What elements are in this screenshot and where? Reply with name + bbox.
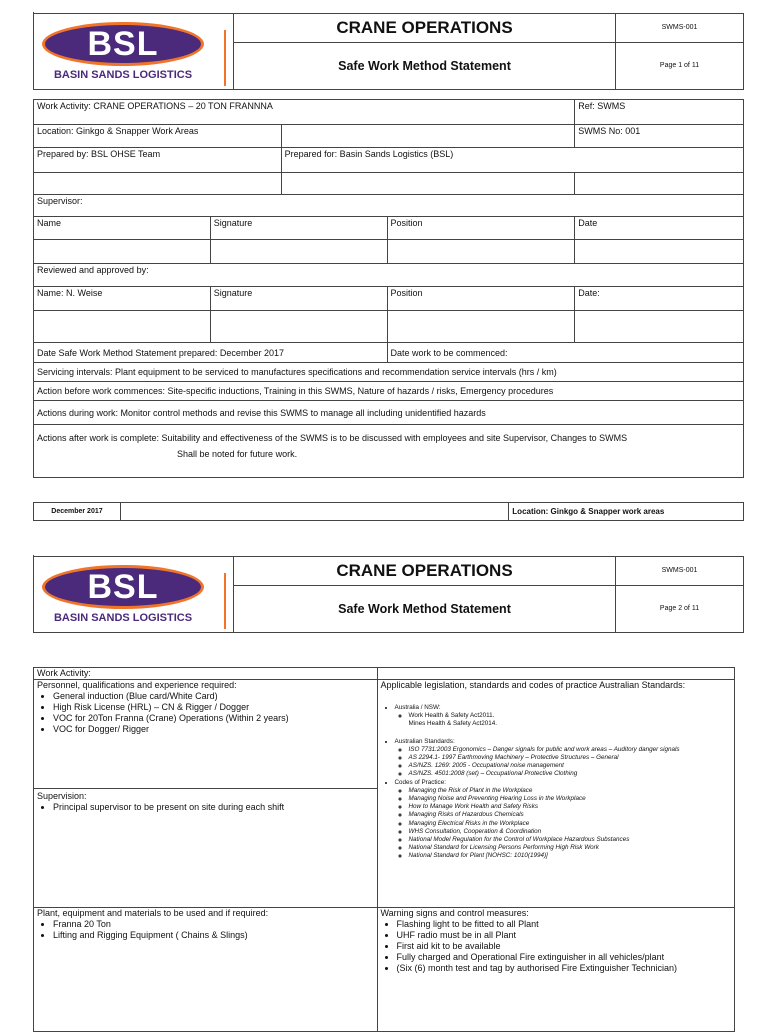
actions-after-work-text-2: Shall be noted for future work. bbox=[177, 449, 298, 459]
location-cell: Location: Ginkgo & Snapper Work Areas bbox=[34, 125, 282, 148]
list-item: • Lifting and Rigging Equipment ( Chains & Slings) bbox=[53, 930, 374, 941]
legislation-cell bbox=[377, 680, 735, 908]
plant-heading: Plant, equipment and materials to be used and if required: bbox=[37, 908, 269, 918]
bsl-logo bbox=[40, 563, 210, 629]
document-subtitle: Safe Work Method Statement bbox=[234, 43, 616, 89]
blank-cell bbox=[575, 173, 744, 195]
work-activity-label: Work Activity: bbox=[34, 668, 378, 680]
list-item: ◦ Work Health & Safety Act2011. bbox=[409, 712, 732, 720]
footer-date: December 2017 bbox=[34, 503, 121, 521]
list-item: • Principal supervisor to be present on site during each shift bbox=[53, 802, 374, 813]
location-blank-cell bbox=[281, 125, 575, 148]
supervision-list bbox=[37, 802, 374, 813]
prepared-for-cell: Prepared for: Basin Sands Logistics (BSL) bbox=[281, 148, 743, 173]
plant-list bbox=[37, 919, 374, 941]
work-activity-cell: Work Activity: CRANE OPERATIONS – 20 TON FRANNNA bbox=[34, 100, 575, 125]
blank-cell bbox=[377, 668, 735, 680]
date-commenced-cell: Date work to be commenced: bbox=[387, 343, 744, 363]
list-item: • Fully charged and Operational Fire extinguisher in all vehicles/plant bbox=[397, 952, 732, 963]
reviewer-date-header: Date: bbox=[575, 287, 744, 311]
list-item: ◦ AS/NZS. 1269: 2005 - Occupational noise management bbox=[409, 762, 732, 770]
list-item: ◦ National Model Regulation for the Control of Workplace Hazardous Substances bbox=[409, 836, 732, 844]
list-item: ◦ National Standard for Licensing Persons Performing High Risk Work bbox=[409, 844, 732, 852]
ref-cell: Ref: SWMS bbox=[575, 100, 744, 125]
servicing-intervals-cell: Servicing intervals: Plant equipment to be serviced to manufactures specifications and recommendation service intervals (hrs / km) bbox=[34, 363, 744, 382]
page1-header bbox=[33, 13, 744, 90]
page1-footer bbox=[33, 502, 744, 521]
codes-heading: Codes of Practice: bbox=[394, 778, 446, 786]
supervisor-position-header: Position bbox=[387, 217, 575, 240]
swms-form-table bbox=[33, 99, 744, 478]
list-item: • (Six (6) month test and tag by authorised Fire Extinguisher Technician) bbox=[397, 963, 732, 974]
list-item: • General induction (Blue card/White Card) bbox=[53, 691, 374, 702]
logo-company-name: BASIN SANDS LOGISTICS bbox=[53, 69, 193, 81]
list-item: • VOC for Dogger/ Rigger bbox=[53, 724, 374, 735]
document-title: CRANE OPERATIONS bbox=[234, 14, 616, 43]
list-item: ◦ Managing the Risk of Plant in the Workplace bbox=[409, 787, 732, 795]
supervisor-date-header: Date bbox=[575, 217, 744, 240]
personnel-supervision-cell bbox=[34, 680, 378, 908]
warning-list bbox=[381, 919, 732, 974]
supervisor-name-header: Name bbox=[34, 217, 211, 240]
reviewer-signature-field bbox=[210, 311, 387, 343]
supervisor-date-field bbox=[575, 240, 744, 264]
list-item: ◦ National Standard for Plant [NOHSC: 1010(1994)] bbox=[409, 852, 732, 860]
supervisor-signature-field bbox=[210, 240, 387, 264]
list-item: • High Risk License (HRL) – CN & Rigger / Dogger bbox=[53, 702, 374, 713]
reviewer-date-field bbox=[575, 311, 744, 343]
list-item: • UHF radio must be in all Plant bbox=[397, 930, 732, 941]
document-title: CRANE OPERATIONS bbox=[234, 557, 616, 586]
reviewer-name-cell: Name: N. Weise bbox=[34, 287, 211, 311]
plant-equipment-cell bbox=[34, 908, 378, 1032]
logo-divider bbox=[224, 30, 226, 86]
date-prepared-cell: Date Safe Work Method Statement prepared: December 2017 bbox=[34, 343, 388, 363]
warning-signs-cell bbox=[377, 908, 735, 1032]
list-item: • Flashing light to be fitted to all Plant bbox=[397, 919, 732, 930]
logo-cell bbox=[34, 557, 234, 632]
list-item: • First aid kit to be available bbox=[397, 941, 732, 952]
document-code: SWMS-001 bbox=[616, 14, 743, 43]
legislation-list bbox=[381, 704, 732, 861]
nsw-heading: Australia / NSW: bbox=[394, 704, 441, 711]
swms-no-cell: SWMS No: 001 bbox=[575, 125, 744, 148]
personnel-list bbox=[37, 691, 374, 735]
reviewer-position-header: Position bbox=[387, 287, 575, 311]
logo-company-name: BASIN SANDS LOGISTICS bbox=[53, 612, 193, 624]
personnel-heading: Personnel, qualifications and experience required: bbox=[37, 680, 237, 690]
list-item: ◦ Managing Noise and Preventing Hearing Loss in the Workplace bbox=[409, 795, 732, 803]
actions-after-work-cell bbox=[34, 425, 744, 478]
list-item: • VOC for 20Ton Franna (Crane) Operations (Within 2 years) bbox=[53, 713, 374, 724]
blank-cell bbox=[281, 173, 575, 195]
logo-divider bbox=[224, 573, 226, 629]
swms-details-table bbox=[33, 667, 735, 1032]
list-item: ◦ Managing Electrical Risks in the Workplace bbox=[409, 820, 732, 828]
logo-letters: BSL bbox=[87, 568, 159, 606]
document-subtitle: Safe Work Method Statement bbox=[234, 586, 616, 632]
page-number: Page 2 of 11 bbox=[659, 605, 700, 612]
footer-blank bbox=[120, 503, 508, 521]
list-item: ◦ Managing Risks of Hazardous Chemicals bbox=[409, 811, 732, 819]
warning-heading: Warning signs and control measures: bbox=[380, 908, 529, 918]
document-code: SWMS-001 bbox=[616, 557, 743, 586]
prepared-by-cell: Prepared by: BSL OHSE Team bbox=[34, 148, 282, 173]
standards-heading: Australian Standards: bbox=[394, 737, 455, 745]
logo-cell bbox=[34, 14, 234, 89]
bsl-logo bbox=[40, 20, 210, 86]
list-item: Mines Health & Safety Act2014. bbox=[408, 720, 498, 728]
legislation-heading: Applicable legislation, standards and codes of practice Australian Standards: bbox=[380, 680, 686, 690]
page2-header bbox=[33, 556, 744, 633]
supervisor-position-field bbox=[387, 240, 575, 264]
supervisor-signature-header: Signature bbox=[210, 217, 387, 240]
supervisor-label: Supervisor: bbox=[34, 195, 744, 217]
reviewer-signature-header: Signature bbox=[210, 287, 387, 311]
reviewer-name-field bbox=[34, 311, 211, 343]
blank-cell bbox=[34, 173, 282, 195]
personnel-section bbox=[34, 680, 377, 735]
list-item: ◦ ISO 7731:2003 Ergonomics – Danger signals for public and work areas – Auditory danger signals bbox=[409, 746, 732, 754]
actions-after-work-text: Actions after work is complete: Suitability and effectiveness of the SWMS is to be discussed with employees and site Supervisor, Changes to SWMS bbox=[37, 433, 628, 443]
actions-during-work-cell: Actions during work: Monitor control methods and revise this SWMS to manage all including unidentified hazards bbox=[34, 401, 744, 425]
footer-location: Location: Ginkgo & Snapper work areas bbox=[509, 503, 744, 521]
logo-letters: BSL bbox=[87, 25, 159, 63]
list-item: ◦ How to Manage Work Health and Safety Risks bbox=[409, 803, 732, 811]
reviewer-position-field bbox=[387, 311, 575, 343]
supervision-section bbox=[34, 788, 377, 813]
list-item: • Franna 20 Ton bbox=[53, 919, 374, 930]
page-number: Page 1 of 11 bbox=[659, 62, 700, 69]
list-item: ◦ WHS Consultation, Cooperation & Coordination bbox=[409, 828, 732, 836]
list-item: ◦ AS 2294.1- 1997 Earthmoving Machinery – Protective Structures – General bbox=[409, 754, 732, 762]
list-item: ◦ AS/NZS. 4501:2008 (set) – Occupational Protective Clothing bbox=[409, 770, 732, 778]
reviewed-label: Reviewed and approved by: bbox=[34, 264, 744, 287]
supervisor-name-field bbox=[34, 240, 211, 264]
action-before-work-cell: Action before work commences: Site-specific inductions, Training in this SWMS, Nature of hazards / risks, Emergency procedures bbox=[34, 382, 744, 401]
supervision-heading: Supervision: bbox=[37, 791, 87, 801]
